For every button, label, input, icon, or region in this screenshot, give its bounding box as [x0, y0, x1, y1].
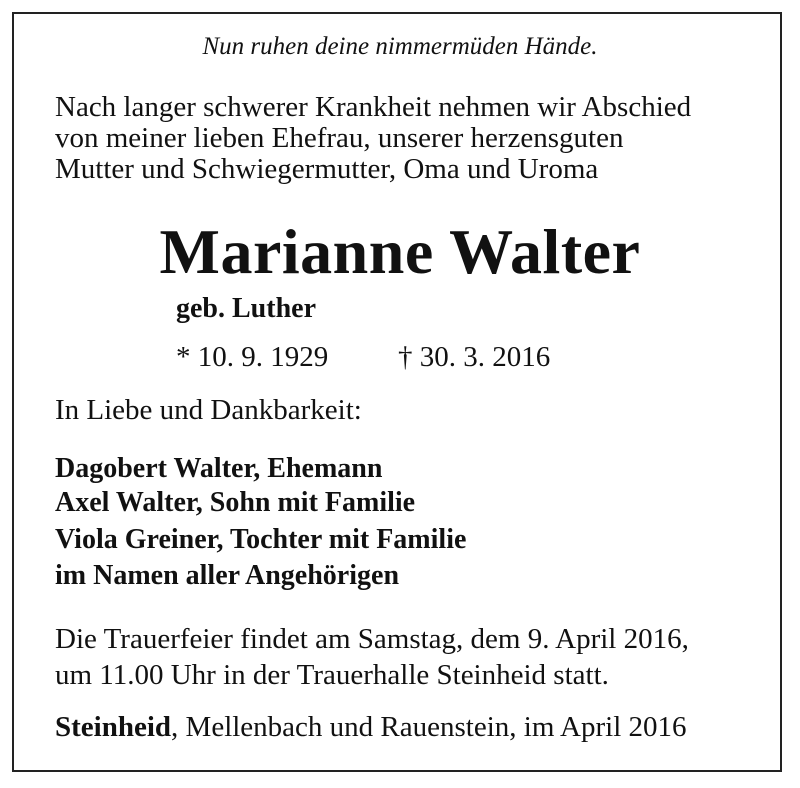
- intro-line-2: von meiner lieben Ehefrau, unserer herzensguten: [55, 122, 624, 154]
- mourner-line: im Namen aller Angehörigen: [55, 560, 400, 591]
- motto: Nun ruhen deine nimmermüden Hände.: [202, 33, 598, 60]
- death-date: † 30. 3. 2016: [398, 341, 551, 373]
- service-line-1: Die Trauerfeier findet am Samstag, dem 9. April 2016,: [55, 623, 689, 655]
- deceased-name: Marianne Walter: [159, 216, 641, 287]
- maiden-name: geb. Luther: [176, 293, 316, 324]
- mourner-line: Viola Greiner, Tochter mit Familie: [55, 524, 467, 555]
- thanks-line: In Liebe und Dankbarkeit:: [55, 394, 362, 426]
- intro-line-3: Mutter und Schwiegermutter, Oma und Uroma: [55, 153, 599, 185]
- mourner-line: Dagobert Walter, Ehemann: [55, 453, 383, 484]
- mourner-line: Axel Walter, Sohn mit Familie: [55, 487, 416, 518]
- place-rest: , Mellenbach und Rauenstein, im April 2016: [171, 711, 687, 743]
- birth-date: * 10. 9. 1929: [176, 341, 329, 373]
- place-name: Steinheid: [55, 711, 172, 743]
- intro-line-1: Nach langer schwerer Krankheit nehmen wir Abschied: [55, 91, 692, 123]
- service-line-2: um 11.00 Uhr in der Trauerhalle Steinheid statt.: [55, 659, 609, 691]
- place-date-line: [55, 713, 687, 742]
